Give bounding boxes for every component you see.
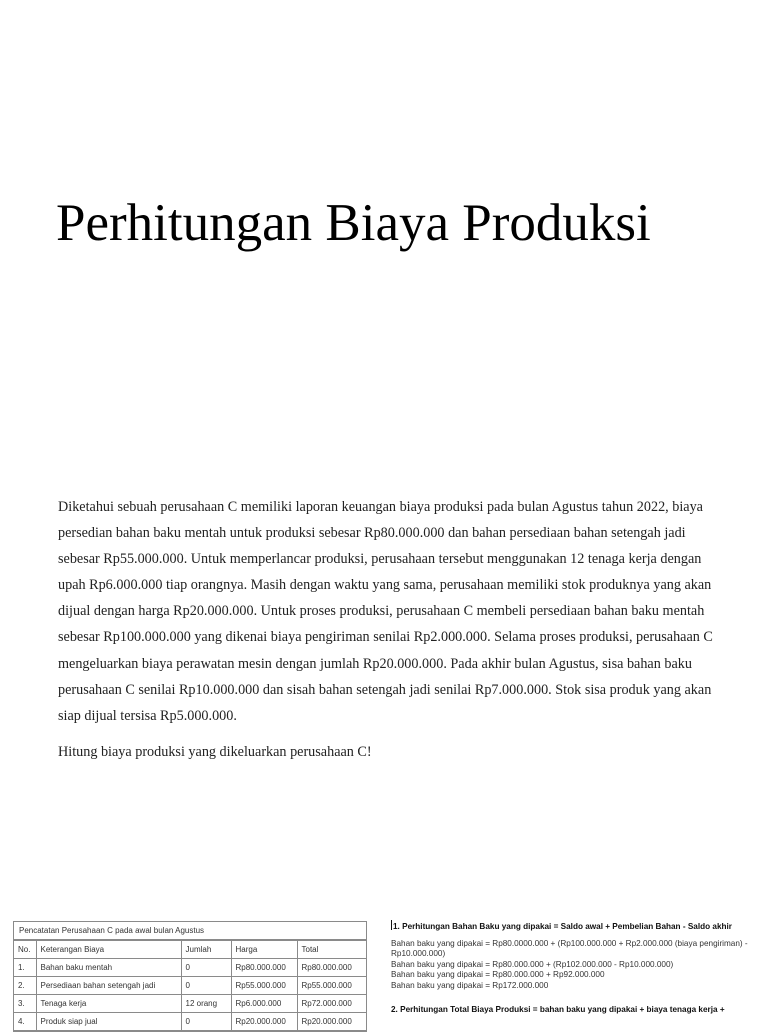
table-cell: 0 [181,1013,231,1031]
table-cell: 0 [181,959,231,977]
table-row [14,959,366,977]
cost-table-grid [14,940,366,1031]
table-cell: Rp80.000.000 [297,959,366,977]
problem-text [58,494,718,765]
table-cell: 3. [14,995,36,1013]
table-row [14,977,366,995]
table-header-row [14,941,366,959]
table-cell: 1. [14,959,36,977]
table-cell: 2. [14,977,36,995]
table-row [14,1013,366,1031]
table-cell: Produk siap jual [36,1013,181,1031]
table-header-cell: No. [14,941,36,959]
table-cell: Bahan baku mentah [36,959,181,977]
table-header-cell: Harga [231,941,297,959]
problem-paragraph: Diketahui sebuah perusahaan C memiliki laporan keuangan biaya produksi pada bulan Agustus tahun 2022, biaya persedian bahan baku mentah untuk produksi sebesar Rp80.000.000 dan bahan persediaan bahan setengah jadi sebesar Rp55.000.000. Untuk memperlancar produksi, perusahaan tersebut menggunakan 12 tenaga kerja dengan upah Rp6.000.000 tiap orangnya. Masih dengan waktu yang sama, perusahaan memiliki stok produknya yang akan dijual dengan harga Rp20.000.000. Untuk proses produksi, perusahaan C membeli persediaan bahan baku mentah sebesar Rp100.000.000 yang dikenai biaya pengiriman senilai Rp2.000.000. Selama proses produksi, perusahaan C mengeluarkan biaya perawatan mesin dengan jumlah Rp20.000.000. Pada akhir bulan Agustus, sisa bahan baku perusahaan C senilai Rp10.000.000 dan sisah bahan setengah jadi senilai Rp7.000.000. Stok sisa produk yang akan siap dijual tersisa Rp5.000.000. [58,499,713,724]
table-cell: Rp20.000.000 [231,1013,297,1031]
calc-line: Bahan baku yang dipakai = Rp80.0000.000 + (Rp100.000.000 + Rp2.000.000 (biaya pengiriman) - Rp10.000.000) [391,938,748,959]
table-cell: Tenaga kerja [36,995,181,1013]
table-cell: Rp55.000.000 [297,977,366,995]
calculation-panel [391,920,763,1015]
page-title: Perhitungan Biaya Produksi [56,194,651,252]
problem-question: Hitung biaya produksi yang dikeluarkan perusahaan C! [58,743,372,760]
calc-line: Bahan baku yang dipakai = Rp172.000.000 [391,980,549,990]
calc-heading-1 [391,920,763,933]
table-cell: Rp80.000.000 [231,959,297,977]
cost-table [13,921,367,1032]
table-header-cell: Total [297,941,366,959]
table-cell: Rp72.000.000 [297,995,366,1013]
calc-heading-2: 2. Perhitungan Total Biaya Produksi = bahan baku yang dipakai + biaya tenaga kerja + [391,1004,725,1014]
table-cell: Rp6.000.000 [231,995,297,1013]
table-cell: Rp55.000.000 [231,977,297,995]
calc-line: Bahan baku yang dipakai = Rp80.000.000 + (Rp102.000.000 - Rp10.000.000) [391,959,674,969]
table-cell: Persediaan bahan setengah jadi [36,977,181,995]
table-cell: Rp20.000.000 [297,1013,366,1031]
table-cell: 12 orang [181,995,231,1013]
table-header-cell: Jumlah [181,941,231,959]
calc-lines [391,939,763,992]
calc-line: Bahan baku yang dipakai = Rp80.000.000 + Rp92.000.000 [391,970,605,980]
table-cell: 0 [181,977,231,995]
table-header-cell: Keterangan Biaya [36,941,181,959]
table-cell: 4. [14,1013,36,1031]
text-cursor [391,920,392,930]
calc-heading-1-text: 1. Perhitungan Bahan Baku yang dipakai = Saldo awal + Pembelian Bahan - Saldo akhir [393,922,732,931]
table-caption: Pencatatan Perusahaan C pada awal bulan Agustus [14,922,366,940]
table-row [14,995,366,1013]
